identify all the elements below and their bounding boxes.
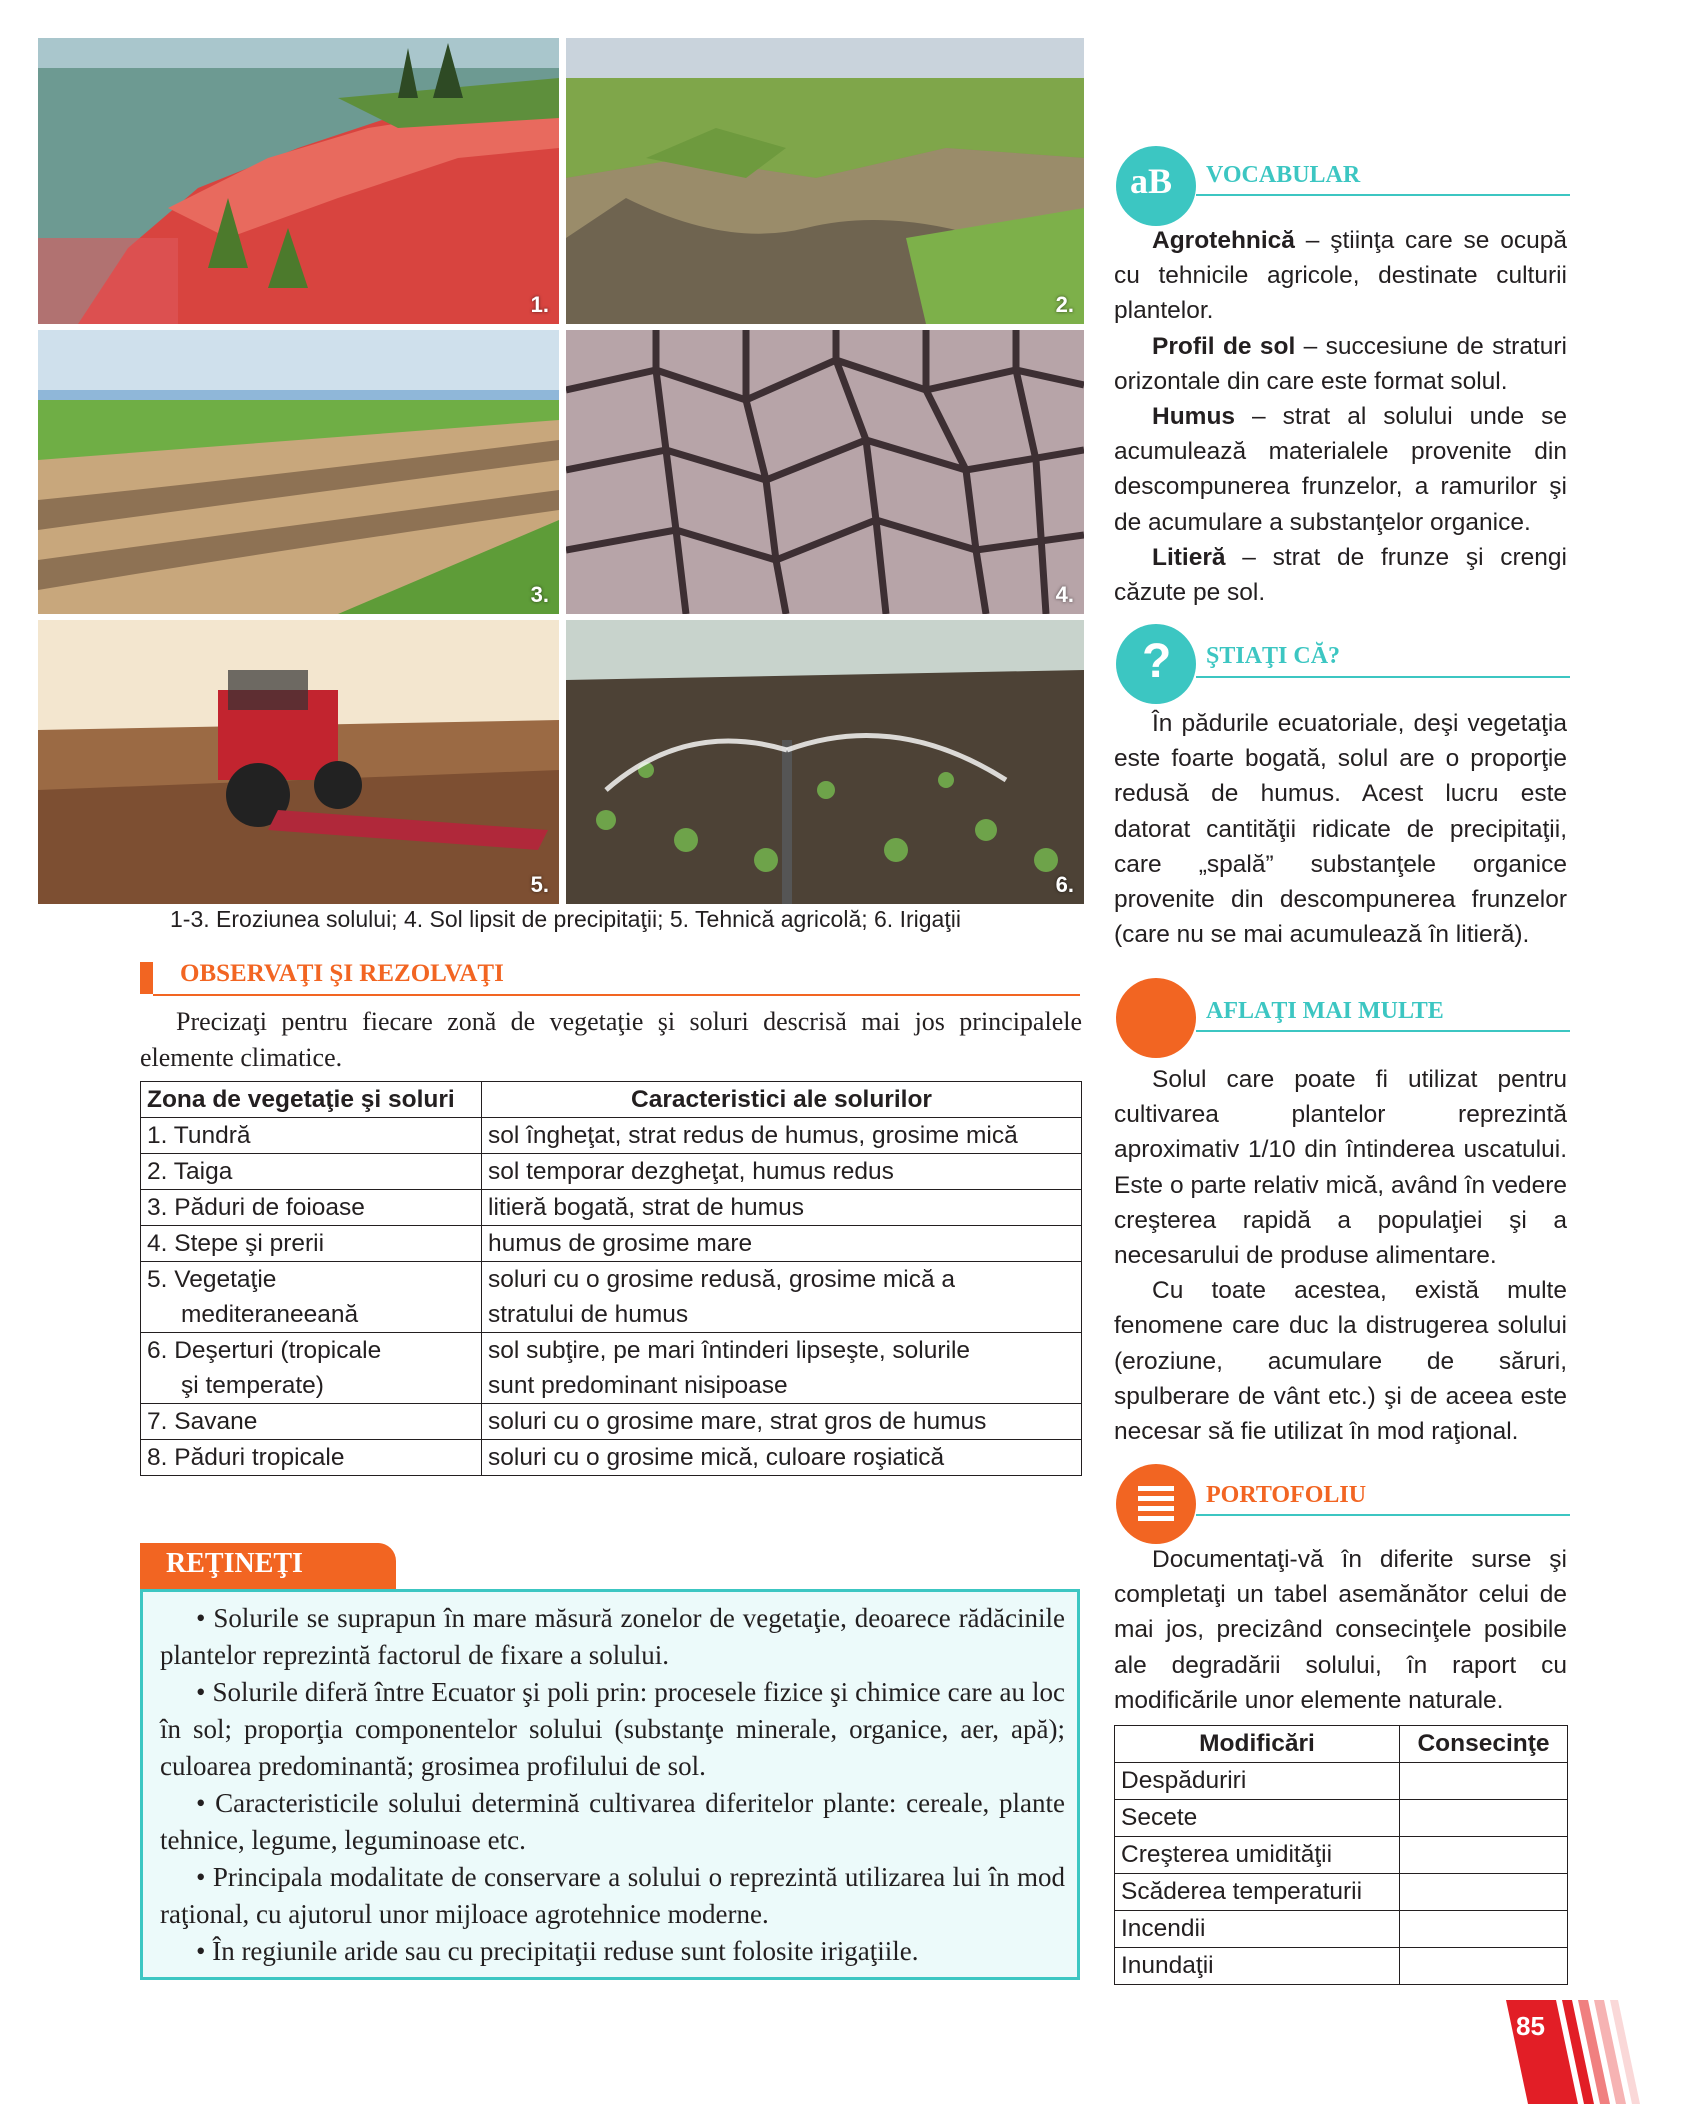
table-row — [1115, 1911, 1568, 1948]
retineti-item: • În regiunile aride sau cu precipitaţii reduse sunt folosite irigaţiile. — [196, 1936, 919, 1966]
section-underline — [1196, 1514, 1570, 1516]
consequence-cell — [1400, 1800, 1568, 1837]
table-row — [141, 1190, 1082, 1226]
photo-tractor — [38, 620, 559, 904]
consequence-cell — [1400, 1911, 1568, 1948]
portofoliu-paragraph: Documentaţi-vă în diferite surse şi completaţi un tabel asemănător celui de mai jos, precizând consecinţele posibile ale degradării solului, în raport cu modificările unor elemente naturale. — [1114, 1546, 1567, 1714]
vegetation-soil-table — [140, 1081, 1082, 1476]
zone-cell: 4. Stepe şi prerii — [141, 1226, 482, 1262]
aflati-text — [1114, 1062, 1567, 1449]
observati-instruction — [140, 1004, 1082, 1076]
soil-characteristics-cell: soluri cu o grosime mare, strat gros de humus — [482, 1404, 1082, 1440]
column-header: Caracteristici ale solurilor — [482, 1082, 1082, 1118]
stiati-title: ŞTIAŢI CĂ? — [1206, 643, 1341, 669]
soil-characteristics-cell: sol subţire, pe mari întinderi lipseşte, solurile sunt predominant nisipoase — [482, 1333, 1082, 1404]
soil-characteristics-cell: humus de grosime mare — [482, 1226, 1082, 1262]
modification-cell: Incendii — [1115, 1911, 1400, 1948]
vocabulary-icon: aB — [1116, 146, 1196, 226]
vocabulary-entry: Agrotehnică – ştiinţa care se ocupă cu tehnicile agricole, destinate culturii plantelor. — [1114, 227, 1567, 325]
zone-cell: 1. Tundră — [141, 1118, 482, 1154]
photo-number: 6. — [1055, 872, 1074, 897]
consequence-cell — [1400, 1763, 1568, 1800]
modification-cell: Despăduriri — [1115, 1763, 1400, 1800]
photo-number: 5. — [530, 872, 549, 897]
zone-cell: 8. Păduri tropicale — [141, 1440, 482, 1476]
soil-characteristics-cell: soluri cu o grosime mică, culoare roşiatică — [482, 1440, 1082, 1476]
aflati-paragraph: Solul care poate fi utilizat pentru cultivarea plantelor reprezintă aproximativ 1/10 din întinderea uscatului. Este o parte relativ mică, având în vedere creşterea rapidă a populaţiei şi a necesarului de produse alimentare. — [1114, 1066, 1567, 1270]
column-header: Consecinţe — [1400, 1726, 1568, 1763]
retineti-item: • Caracteristicile solului determină cultivarea diferitelor plante: cereale, plante tehnice, legume, leguminoase etc. — [160, 1788, 1065, 1855]
portofoliu-title: PORTOFOLIU — [1206, 1482, 1367, 1508]
table-row — [141, 1118, 1082, 1154]
consequence-cell — [1400, 1874, 1568, 1911]
table-row — [141, 1333, 1082, 1404]
table-row — [141, 1404, 1082, 1440]
puzzle-icon — [1116, 978, 1196, 1058]
photo-caption: 1-3. Eroziunea solului; 4. Sol lipsit de precipitaţii; 5. Tehnică agricolă; 6. Irigaţii — [170, 906, 961, 932]
photo-gully-erosion — [566, 38, 1084, 324]
photo-number: 1. — [530, 292, 549, 317]
table-header-row — [141, 1082, 1082, 1118]
table-row — [141, 1154, 1082, 1190]
table-row — [1115, 1874, 1568, 1911]
page-number: 85 — [1516, 2011, 1545, 2041]
table-row — [1115, 1763, 1568, 1800]
consequence-cell — [1400, 1837, 1568, 1874]
photo-number: 2. — [1055, 292, 1074, 317]
retineti-title: REŢINEŢI — [166, 1548, 303, 1579]
header-underline — [153, 994, 1080, 996]
retineti-item: • Principala modalitate de conservare a solului o reprezintă utilizarea lui în mod raţional, cu ajutorul unor mijloace agrotehnice moderne. — [160, 1862, 1065, 1929]
column-header: Zona de vegetaţie şi soluri — [141, 1082, 482, 1118]
soil-characteristics-cell: litieră bogată, strat de humus — [482, 1190, 1082, 1226]
observati-title: OBSERVAŢI ŞI REZOLVAŢI — [180, 960, 504, 987]
table-row — [141, 1226, 1082, 1262]
portofoliu-text — [1114, 1542, 1567, 1718]
section-underline — [1196, 676, 1570, 678]
photo-cracked-soil — [566, 330, 1084, 614]
soil-characteristics-cell: sol îngheţat, strat redus de humus, grosime mică — [482, 1118, 1082, 1154]
vocabulary-entry: Profil de sol – succesiune de straturi orizontale din care este format solul. — [1114, 332, 1567, 395]
modification-cell: Scăderea temperaturii — [1115, 1874, 1400, 1911]
vocabulary-entry: Humus – strat al solului unde se acumulează materialele provenite din descompunerea frunzelor, a ramurilor şi de acumulare a substanţelor organice. — [1114, 403, 1567, 536]
table-header-row — [1115, 1726, 1568, 1763]
vocabulary-text — [1114, 223, 1567, 610]
aflati-title: AFLAŢI MAI MULTE — [1206, 998, 1444, 1024]
photo-eroded-coast — [38, 38, 559, 324]
soil-characteristics-cell: sol temporar dezgheţat, humus redus — [482, 1154, 1082, 1190]
retineti-item: • Solurile se suprapun în mare măsură zonelor de vegetaţie, deoarece rădăcinile plantelor reprezintă factorul de fixare a solului. — [160, 1603, 1065, 1670]
observati-header — [140, 960, 1080, 1000]
zone-cell: 2. Taiga — [141, 1154, 482, 1190]
soil-characteristics-cell: soluri cu o grosime redusă, grosime mică a stratului de humus — [482, 1262, 1082, 1333]
stiati-paragraph: În pădurile ecuatoriale, deşi vegetaţia este foarte bogată, solul are o proporţie redusă de humus. Acest lucru este datorat cantităţii ridicate de precipitaţii, care „spală” substanţele organice provenite din descompunerea frunzelor (care nu se mai acumulează în litieră). — [1114, 710, 1567, 949]
table-row — [141, 1440, 1082, 1476]
photo-number: 3. — [530, 582, 549, 607]
observati-text: Precizaţi pentru fiecare zonă de vegetaţie şi soluri descrisă mai jos principalele elemente climatice. — [140, 1007, 1082, 1072]
question-icon: ? — [1116, 624, 1196, 704]
photo-field-erosion — [38, 330, 559, 614]
photo-number: 4. — [1055, 582, 1074, 607]
retineti-item: • Solurile diferă între Ecuator şi poli prin: procesele fizice şi chimice care au loc în sol; proporţia componentelor solului (substanţe minerale, organice, aer, apă); culoarea predominantă; grosimea profilului de sol. — [160, 1677, 1065, 1781]
zone-cell: 5. Vegetaţie mediteraneeană — [141, 1262, 482, 1333]
section-underline — [1196, 194, 1570, 196]
orange-marker — [140, 962, 153, 994]
retineti-text — [160, 1600, 1065, 1970]
photo-irrigation — [566, 620, 1084, 904]
vocabulary-entry: Litieră – strat de frunze şi crengi căzute pe sol. — [1114, 543, 1567, 607]
vocabulary-title: VOCABULAR — [1206, 162, 1361, 188]
zone-cell: 6. Deşerturi (tropicale şi temperate) — [141, 1333, 482, 1404]
zone-cell: 7. Savane — [141, 1404, 482, 1440]
consequences-table — [1114, 1725, 1568, 1985]
aflati-paragraph: Cu toate acestea, există multe fenomene care duc la distrugerea solului (eroziune, acumulare de săruri, spulberare de vânt etc.) şi de aceea este necesar să fie utilizat în mod raţional. — [1114, 1277, 1567, 1446]
stiati-text — [1114, 706, 1567, 952]
section-underline — [1196, 1030, 1570, 1032]
modification-cell: Inundaţii — [1115, 1948, 1400, 1985]
table-row — [1115, 1800, 1568, 1837]
column-header: Modificări — [1115, 1726, 1400, 1763]
modification-cell: Secete — [1115, 1800, 1400, 1837]
list-icon — [1116, 1464, 1196, 1544]
zone-cell: 3. Păduri de foioase — [141, 1190, 482, 1226]
table-row — [1115, 1837, 1568, 1874]
table-row — [141, 1262, 1082, 1333]
modification-cell: Creşterea umidităţii — [1115, 1837, 1400, 1874]
consequence-cell — [1400, 1948, 1568, 1985]
table-row — [1115, 1948, 1568, 1985]
